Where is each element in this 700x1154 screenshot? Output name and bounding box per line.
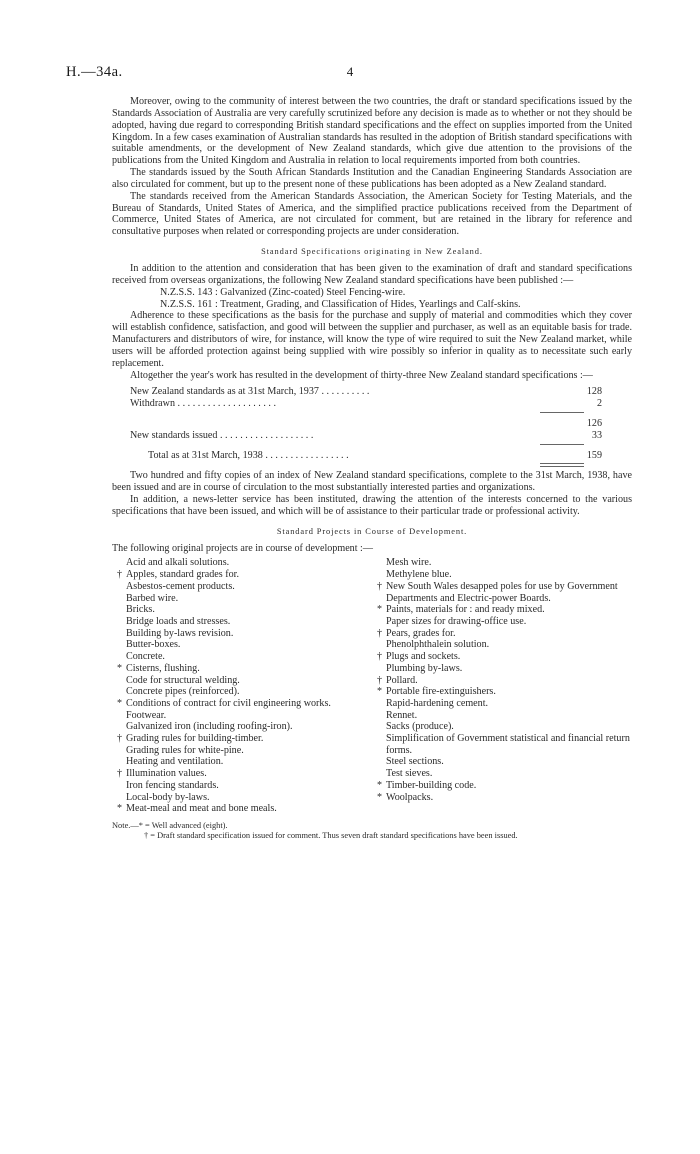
status-marker: † [117,768,123,780]
project-name: Concrete. [126,651,165,663]
row-value: 128 [586,386,602,398]
project-name: Test sieves. [386,768,433,780]
standard-entry: N.Z.S.S. 143 : Galvanized (Zinc-coated) Steel Fencing-wire. [160,286,406,298]
project-item [372,686,632,698]
paragraph: Adherence to these specifications as the basis for the purchase and supply of material and commodities which they cover will establish confidence, satisfaction, and good will between the supplier and purchaser, as well as an equitable basis for trade. Manufacturers and distributors of wire, for instance, will know the type of wire required to suit the New Zealand market, while users will be afforded protection against being supplied with wire possibly so inferior in quality as to necessitate such early replacement. [112,310,632,369]
leader-dots: . . . . . . . . . . . . . . . . . [265,450,349,462]
project-name: Conditions of contract for civil engineering works. [126,697,331,709]
project-name: Pollard. [386,674,418,686]
paragraph: The standards received from the American Standards Association, the American Society for Testing Materials, and the Bureau of Standards, United States of America, and the simplified practice publications received from the Department of Commerce, United States of America, are not circulated for comment, but are retained in the library for reference and consultative purposes when related or corresponding projects are under consideration. [112,190,632,238]
document-reference: H.—34a. [66,64,123,80]
project-name: Building by-laws revision. [126,627,234,639]
project-item [112,639,372,651]
table-row [112,430,632,442]
project-name: Pears, grades for. [386,627,456,639]
footnote-line: Note.—* = Well advanced (eight). [112,820,228,830]
sum-rule [540,412,584,414]
row-label: New Zealand standards as at 31st March, 1937 [130,386,319,398]
row-value: 33 [591,430,602,442]
paragraph: The following original projects are in course of development :— [112,542,373,554]
paragraph: The standards issued by the South African Standards Institution and the Canadian Engineering Standards Association are also circulated for comment, but up to the present none of these publications has been adopted as a New Zealand standard. [112,167,632,190]
project-name: Galvanized iron (including roofing-iron). [126,721,293,733]
project-name: Portable fire-extinguishers. [386,686,496,698]
table-row [112,450,632,462]
project-item [372,756,632,768]
project-name: Butter-boxes. [126,639,181,651]
project-name: Phenolphthalein solution. [386,639,490,651]
table-row [112,398,632,410]
project-name: Plumbing by-laws. [386,662,463,674]
project-name: Simplification of Government statistical and financial return forms. [386,733,630,756]
project-item [372,639,632,651]
paragraph: Two hundred and fifty copies of an index of New Zealand standard specifications, complete to the 31st March, 1938, have been issued and are in course of circulation to the most substantially interested parties and organizations. [112,470,632,494]
project-name: Rennet. [386,709,418,721]
project-item [112,557,372,569]
project-name: Steel sections. [386,756,444,768]
project-item [112,792,372,804]
projects-column-left [112,557,372,814]
project-item [372,651,632,663]
project-name: Meat-meal and meat and bone meals. [126,803,277,815]
status-marker: † [377,651,383,663]
standards-count-table [112,386,632,467]
project-name: Bricks. [126,604,155,616]
sum-rule [540,444,584,446]
project-item [112,686,372,698]
project-name: Methylene blue. [386,569,452,581]
status-marker: * [377,686,383,698]
status-marker: † [377,674,383,686]
project-name: Paper sizes for drawing-office use. [386,615,527,627]
project-name: Grading rules for building-timber. [126,733,264,745]
paragraph: In addition to the attention and consideration that has been given to the examination of draft and standard specifications received from overseas organizations, the following New Zealand standard specifications have been published :— [112,262,632,286]
project-name: Mesh wire. [386,557,432,569]
project-item [372,569,632,581]
project-name: Code for structural welding. [126,674,240,686]
leader-dots: . . . . . . . . . . . . . . . . . . . . [177,398,276,410]
project-item [372,792,632,804]
row-label: New standards issued [130,430,218,442]
project-item [372,698,632,710]
status-marker: * [117,697,123,709]
project-item [372,557,632,569]
row-value: 159 [586,450,602,462]
project-name: Heating and ventilation. [126,756,224,768]
project-name: Local-body by-laws. [126,791,210,803]
project-item [112,663,372,675]
project-name: Apples, standard grades for. [126,569,239,581]
project-item [372,733,632,756]
project-item [112,733,372,745]
projects-column-right [372,557,632,814]
total-rule [540,463,584,467]
project-name: Acid and alkali solutions. [126,557,230,569]
project-item [372,675,632,687]
projects-list [112,557,632,814]
project-name: New South Wales desapped poles for use by Government Departments and Electric-power Boards. [386,580,618,604]
project-name: Iron fencing standards. [126,779,219,791]
row-value: 126 [586,418,602,430]
document-body [112,96,632,841]
project-item [112,593,372,605]
project-name: Woolpacks. [386,791,434,803]
project-item [112,780,372,792]
project-name: Footwear. [126,709,167,721]
project-name: Timber-building code. [386,779,477,791]
project-name: Sacks (produce). [386,721,454,733]
project-item [112,628,372,640]
project-item [112,710,372,722]
project-name: Cisterns, flushing. [126,662,200,674]
status-marker: † [377,580,383,592]
project-item [112,803,372,815]
status-marker: * [117,662,123,674]
table-row [112,386,632,398]
project-item [372,710,632,722]
leader-dots: . . . . . . . . . . . . . . . . . . . [220,430,314,442]
project-item [112,768,372,780]
project-name: Asbestos-cement products. [126,580,235,592]
row-label: Withdrawn [130,398,176,410]
project-item [112,569,372,581]
status-marker: † [117,733,123,745]
project-item [112,581,372,593]
status-marker: † [377,627,383,639]
project-item [112,616,372,628]
project-item [372,628,632,640]
project-item [372,581,632,604]
page-number: 4 [346,64,354,79]
project-item [112,651,372,663]
footnote [112,821,632,841]
project-item [112,756,372,768]
table-row [112,418,632,430]
leader-dots: . . . . . . . . . . [321,386,370,398]
project-name: Plugs and sockets. [386,651,461,663]
status-marker: * [117,803,123,815]
status-marker: * [377,791,383,803]
project-name: Rapid-hardening cement. [386,697,489,709]
project-item [372,604,632,616]
row-value: 2 [596,398,602,410]
project-name: Bridge loads and stresses. [126,615,231,627]
project-item [112,698,372,710]
project-item [112,675,372,687]
project-name: Paints, materials for : and ready mixed. [386,604,545,616]
paragraph: Altogether the year's work has resulted in the development of thirty-three New Zealand standard specifications :— [130,369,593,381]
status-marker: * [377,604,383,616]
section-heading: Standard Projects in Course of Development. [276,526,468,536]
project-name: Concrete pipes (reinforced). [126,686,240,698]
section-heading: Standard Specifications originating in New Zealand. [261,247,483,257]
status-marker: * [377,779,383,791]
project-item [372,616,632,628]
project-item [112,745,372,757]
project-name: Illumination values. [126,768,207,780]
status-marker: † [117,569,123,581]
project-item [112,604,372,616]
paragraph: Moreover, owing to the community of interest between the two countries, the draft or standard specifications issued by the Standards Association of Australia are very carefully scrutinized before any decision is made as to whether or not they should be adopted, having due regard to corresponding British standard specifications and the effect on supplies imported from the United Kingdom. In a few cases examination of Australian standards has resulted in the adoption of British standard specifications with suitable amendments, or the development of New Zealand standards, which give due attention to the provisions of the publications from the United Kingdom and Australia in relation to local requirements imported from both countries. [112,96,632,167]
footnote-line: † = Draft standard specification issued for comment. Thus seven draft standard specifications have been issued. [144,830,518,840]
project-item [372,663,632,675]
project-item [372,721,632,733]
paragraph: In addition, a news-letter service has been instituted, drawing the attention of the interests concerned to the various specifications that have been issued, and which will be of assistance to their particular trade or professional activity. [112,494,632,517]
project-item [372,768,632,780]
project-name: Grading rules for white-pine. [126,744,244,756]
row-label: Total as at 31st March, 1938 [148,450,263,462]
project-item [372,780,632,792]
standard-entry: N.Z.S.S. 161 : Treatment, Grading, and Classification of Hides, Yearlings and Calf-skins. [160,298,521,310]
project-item [112,721,372,733]
project-name: Barbed wire. [126,592,179,604]
